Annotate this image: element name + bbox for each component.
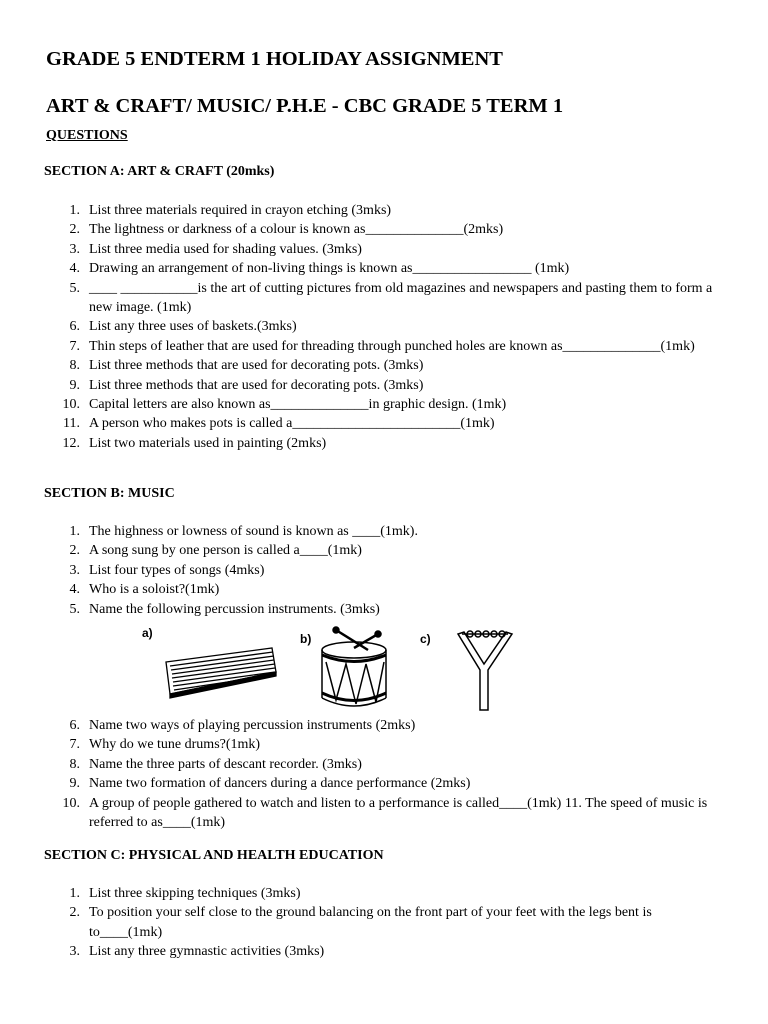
question-item (44, 794, 724, 833)
figure-label-a: a) (142, 626, 153, 640)
question-number: 2. (69, 905, 80, 921)
question-item (44, 716, 724, 735)
question-text: Capital letters are also known as______________in graphic design. (1mk) (89, 397, 507, 413)
question-item (44, 259, 724, 278)
question-item (44, 356, 724, 375)
question-number: 7. (69, 737, 80, 753)
section-a-list (44, 201, 724, 453)
question-number: 7. (69, 338, 80, 354)
question-item (44, 201, 724, 220)
question-text: A group of people gathered to watch and listen to a performance is called____(1mk) 11. The speed of music is referred to as____(1mk) (89, 795, 708, 831)
questions-heading: QUESTIONS (46, 128, 128, 143)
figure-label-c: c) (420, 632, 431, 646)
question-number: 11. (63, 416, 80, 432)
question-number: 3. (69, 562, 80, 578)
question-item (44, 541, 724, 560)
question-text: Name two ways of playing percussion instruments (2mks) (89, 718, 416, 733)
question-item (44, 561, 724, 580)
y-shaker-drawing (458, 631, 512, 710)
question-number: 10. (62, 397, 80, 413)
question-text: List any three gymnastic activities (3mks) (89, 944, 325, 960)
question-number: 5. (69, 601, 80, 617)
question-text: A song sung by one person is called a____(1mk) (89, 543, 362, 559)
section-a-heading: SECTION A: ART & CRAFT (20mks) (44, 164, 275, 179)
question-item (44, 395, 724, 414)
question-item (44, 600, 724, 619)
question-number: 9. (69, 776, 80, 792)
question-text: The lightness or darkness of a colour is known as______________(2mks) (89, 222, 504, 238)
question-text: ____ ___________is the art of cutting pictures from old magazines and newspapers and pasting them to form a new image. (1mk) (89, 280, 713, 316)
question-number: 1. (69, 886, 80, 901)
question-number: 1. (69, 203, 80, 218)
question-number: 4. (69, 582, 80, 598)
question-item (44, 434, 724, 453)
question-item (44, 884, 724, 903)
percussion-instruments-figure (140, 622, 540, 714)
question-number: 4. (69, 261, 80, 277)
page-title: GRADE 5 ENDTERM 1 HOLIDAY ASSIGNMENT (46, 48, 503, 70)
question-item (44, 755, 724, 774)
question-number: 9. (69, 377, 80, 393)
section-b-heading: SECTION B: MUSIC (44, 486, 175, 501)
question-number: 2. (69, 543, 80, 559)
question-number: 10. (62, 795, 80, 811)
question-number: 6. (69, 319, 80, 335)
question-item (44, 942, 724, 961)
question-text: To position your self close to the ground balancing on the front part of your feet with the legs bent is to____(1mk) (89, 905, 652, 940)
question-text: Who is a soloist?(1mk) (89, 582, 220, 598)
question-item (44, 774, 724, 793)
question-item (44, 317, 724, 336)
question-number: 8. (69, 358, 80, 374)
question-item (44, 279, 724, 318)
question-item (44, 414, 724, 433)
question-text: List three methods that are used for decorating pots. (3mks) (89, 358, 424, 374)
question-text: Why do we tune drums?(1mk) (89, 737, 261, 753)
question-item (44, 220, 724, 239)
instrument-drawings (140, 622, 540, 714)
question-item (44, 337, 724, 356)
question-number: 2. (69, 222, 80, 238)
question-item (44, 580, 724, 599)
question-number: 3. (69, 944, 80, 960)
question-number: 1. (69, 524, 80, 539)
question-text: List three methods that are used for decorating pots. (3mks) (89, 377, 424, 393)
question-text: List four types of songs (4mks) (89, 562, 265, 578)
question-text: List two materials used in painting (2mks) (89, 435, 327, 451)
question-text: A person who makes pots is called a________________________(1mk) (89, 416, 495, 432)
figure-label-b: b) (300, 632, 312, 646)
question-number: 12. (62, 435, 80, 451)
question-item (44, 903, 724, 942)
question-text: List three media used for shading values. (3mks) (89, 241, 362, 257)
drum-drawing (322, 627, 386, 706)
question-text: Name the following percussion instruments. (3mks) (89, 601, 380, 617)
section-b-list-part2 (44, 716, 724, 832)
mat-instrument-drawing (166, 648, 276, 698)
question-number: 5. (69, 280, 80, 296)
question-text: Thin steps of leather that are used for threading through punched holes are known as______________(1mk) (89, 338, 695, 354)
question-number: 8. (69, 756, 80, 772)
question-item (44, 735, 724, 754)
question-text: The highness or lowness of sound is known as ____(1mk). (89, 524, 418, 539)
question-item (44, 522, 724, 541)
question-text: List three skipping techniques (3mks) (89, 886, 301, 901)
question-number: 3. (69, 241, 80, 257)
question-item (44, 240, 724, 259)
question-text: Name two formation of dancers during a dance performance (2mks) (89, 776, 471, 792)
section-c-list (44, 884, 724, 962)
question-text: Drawing an arrangement of non-living things is known as_________________ (1mk) (89, 261, 570, 277)
question-text: List any three uses of baskets.(3mks) (89, 319, 297, 335)
question-item (44, 376, 724, 395)
section-c-heading: SECTION C: PHYSICAL AND HEALTH EDUCATION (44, 848, 384, 863)
question-number: 6. (69, 718, 80, 733)
page-subtitle: ART & CRAFT/ MUSIC/ P.H.E - CBC GRADE 5 TERM 1 (46, 95, 564, 117)
question-text: List three materials required in crayon etching (3mks) (89, 203, 392, 218)
section-b-list-part1 (44, 522, 724, 619)
question-text: Name the three parts of descant recorder. (3mks) (89, 756, 362, 772)
